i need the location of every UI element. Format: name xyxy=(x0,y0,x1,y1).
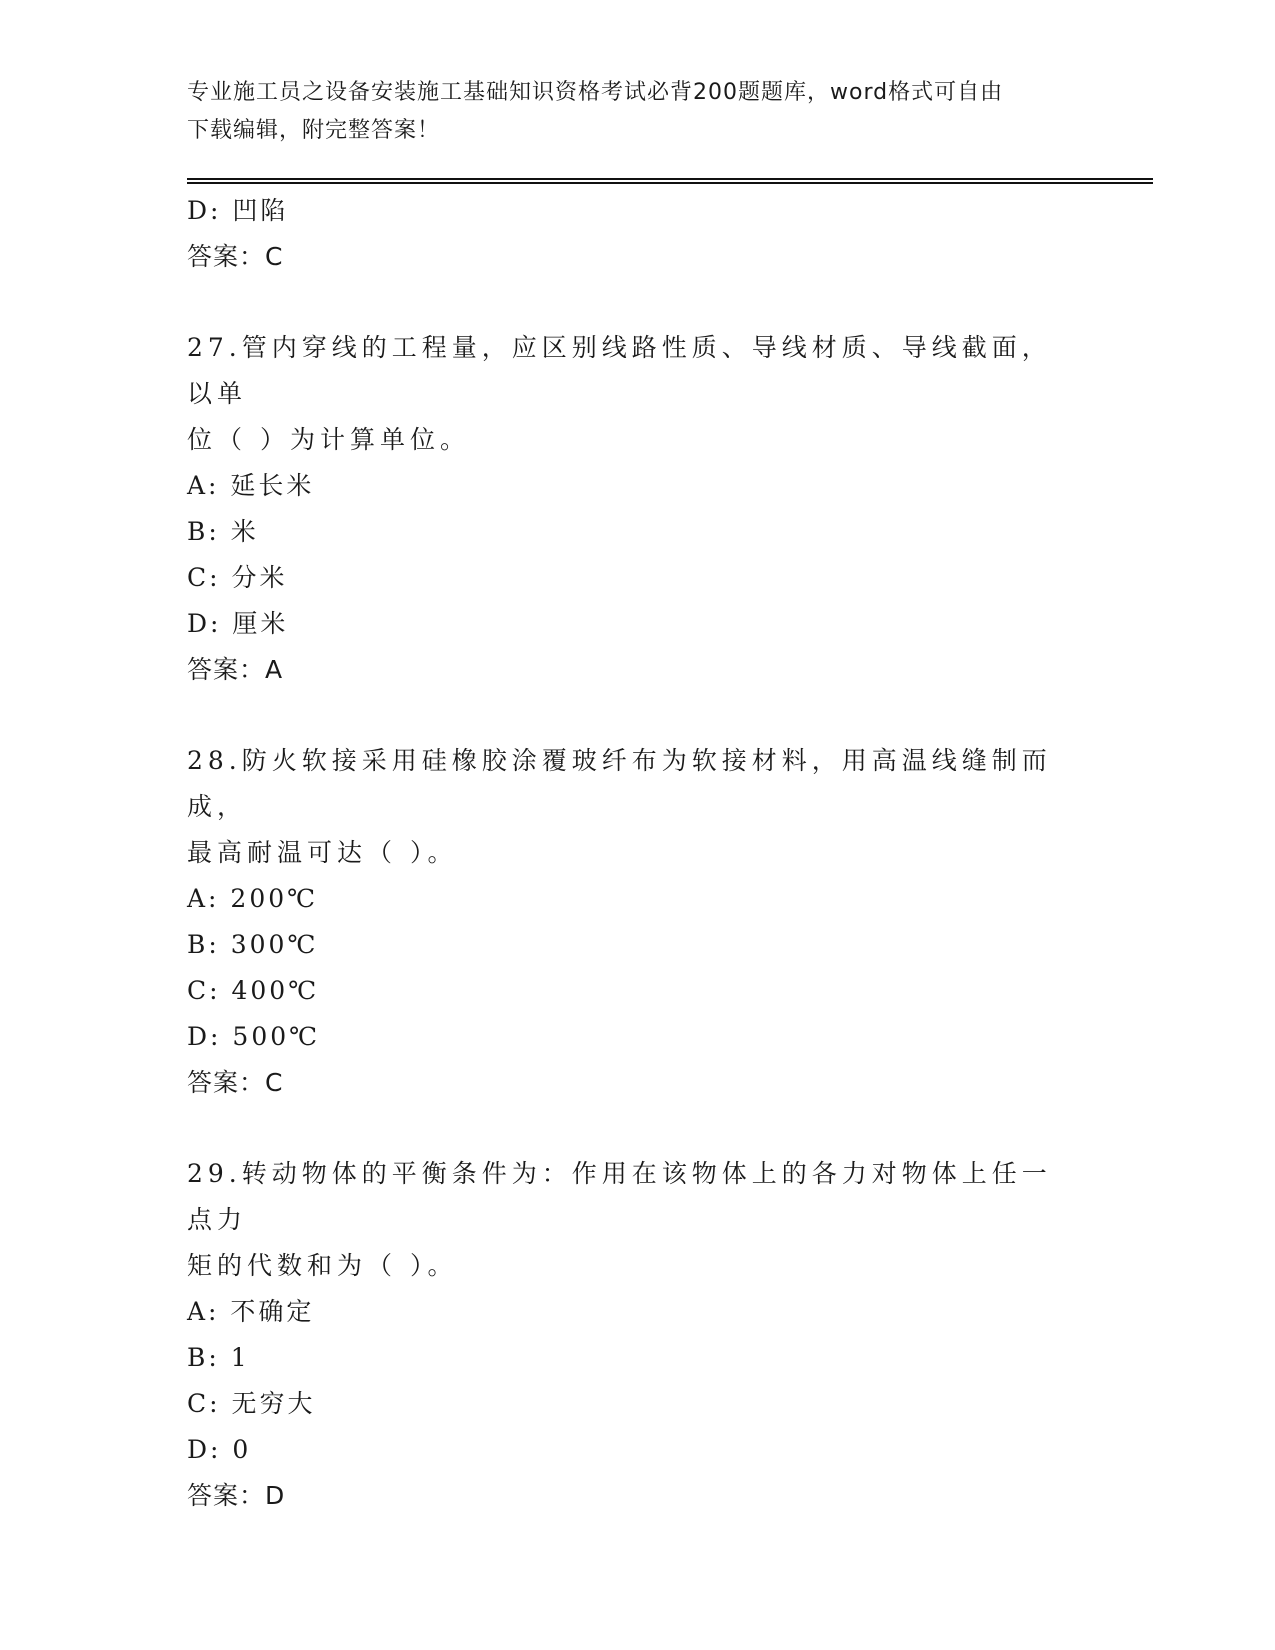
option-a: A: 200℃ xyxy=(187,884,319,913)
question-27 xyxy=(187,325,1087,693)
question-text xyxy=(187,738,1067,876)
answer-line: 答案：C xyxy=(187,1068,284,1097)
option-d: D: 厘米 xyxy=(187,609,289,638)
option-a: A: 不确定 xyxy=(187,1297,315,1326)
question-line-2: 位（ ）为计算单位。 xyxy=(187,425,470,454)
question-line-2: 矩的代数和为（ ）。 xyxy=(187,1251,458,1280)
answer-line: 答案：C xyxy=(187,242,284,271)
option-d: D: 凹陷 xyxy=(187,196,289,225)
option-b: B: 1 xyxy=(187,1343,250,1372)
answer-line: 答案：A xyxy=(187,655,284,684)
answer-line: 答案：D xyxy=(187,1481,286,1510)
previous-question-tail xyxy=(187,188,1087,280)
question-line-1: 27.管内穿线的工程量，应区别线路性质、导线材质、导线截面，以单 xyxy=(187,333,1052,408)
option-d: D: 500℃ xyxy=(187,1022,321,1051)
option-c: C: 无穷大 xyxy=(187,1389,316,1418)
question-line-1: 29.转动物体的平衡条件为：作用在该物体上的各力对物体上任一点力 xyxy=(187,1159,1052,1234)
question-line-2: 最高耐温可达（ ）。 xyxy=(187,838,458,867)
option-c: C: 分米 xyxy=(187,563,288,592)
header-line-2: 下载编辑，附完整答案！ xyxy=(187,118,441,143)
option-d: D: 0 xyxy=(187,1435,252,1464)
question-text xyxy=(187,325,1067,463)
option-c: C: 400℃ xyxy=(187,976,320,1005)
option-b: B: 米 xyxy=(187,517,259,546)
question-29 xyxy=(187,1151,1087,1519)
document-header xyxy=(187,74,1087,150)
question-text xyxy=(187,1151,1067,1289)
question-line-1: 28.防火软接采用硅橡胶涂覆玻纤布为软接材料，用高温线缝制而成， xyxy=(187,746,1052,821)
header-divider-top xyxy=(187,178,1153,180)
option-b: B: 300℃ xyxy=(187,930,319,959)
question-28 xyxy=(187,738,1087,1106)
header-divider-bottom xyxy=(187,182,1153,184)
header-line-1: 专业施工员之设备安装施工基础知识资格考试必背200题题库，word格式可自由 xyxy=(187,80,1004,105)
option-a: A: 延长米 xyxy=(187,471,315,500)
question-list xyxy=(187,188,1087,1519)
